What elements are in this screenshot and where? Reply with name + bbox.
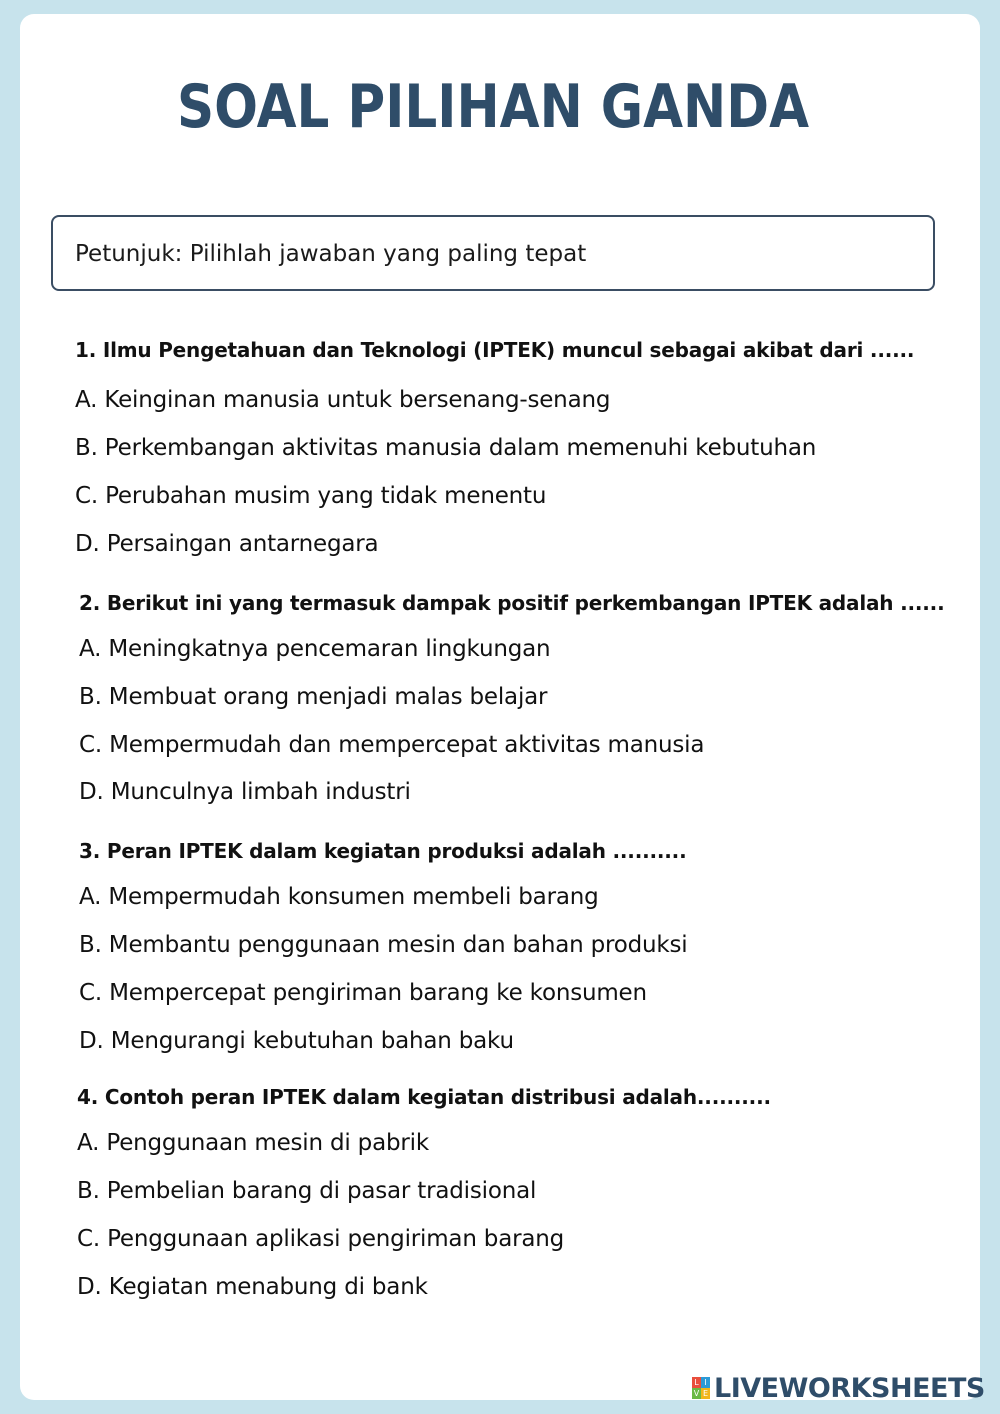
instruction-box: [51, 215, 935, 291]
logo-icon-cell: V: [693, 1389, 700, 1398]
question-2-option-a[interactable]: A. Meningkatnya pencemaran lingkungan: [79, 636, 551, 662]
question-1-option-c[interactable]: C. Perubahan musim yang tidak menentu: [75, 483, 547, 509]
question-3-option-b[interactable]: B. Membantu penggunaan mesin dan bahan produksi: [79, 932, 688, 958]
question-4-option-a[interactable]: A. Penggunaan mesin di pabrik: [77, 1130, 429, 1156]
question-2-option-d[interactable]: D. Munculnya limbah industri: [79, 779, 411, 805]
liveworksheets-logo-icon: [692, 1377, 710, 1399]
question-4-option-d[interactable]: D. Kegiatan menabung di bank: [77, 1274, 428, 1300]
question-3-option-a[interactable]: A. Mempermudah konsumen membeli barang: [79, 884, 599, 910]
question-1-option-b[interactable]: B. Perkembangan aktivitas manusia dalam memenuhi kebutuhan: [75, 435, 817, 461]
question-2-option-c[interactable]: C. Mempermudah dan mempercepat aktivitas manusia: [79, 732, 705, 758]
question-3-option-d[interactable]: D. Mengurangi kebutuhan bahan baku: [79, 1028, 514, 1054]
question-1-option-a[interactable]: A. Keinginan manusia untuk bersenang-senang: [75, 387, 611, 413]
liveworksheets-logo: [692, 1373, 985, 1403]
question-2: 2. Berikut ini yang termasuk dampak positif perkembangan IPTEK adalah ......: [79, 591, 945, 615]
logo-icon-cell: I: [701, 1377, 710, 1388]
logo-icon-cell: E: [702, 1389, 709, 1398]
question-1: 1. Ilmu Pengetahuan dan Teknologi (IPTEK) muncul sebagai akibat dari ......: [75, 338, 915, 362]
question-3-option-c[interactable]: C. Mempercepat pengiriman barang ke konsumen: [79, 980, 647, 1006]
question-4-option-c[interactable]: C. Penggunaan aplikasi pengiriman barang: [77, 1226, 565, 1252]
question-3: 3. Peran IPTEK dalam kegiatan produksi adalah ..........: [79, 839, 687, 863]
question-4: 4. Contoh peran IPTEK dalam kegiatan distribusi adalah..........: [77, 1085, 771, 1109]
logo-text: LIVEWORKSHEETS: [714, 1372, 985, 1404]
question-2-option-b[interactable]: B. Membuat orang menjadi malas belajar: [79, 684, 548, 710]
question-4-option-b[interactable]: B. Pembelian barang di pasar tradisional: [77, 1178, 537, 1204]
question-1-option-d[interactable]: D. Persaingan antarnegara: [75, 531, 379, 557]
instruction-text: Petunjuk: Pilihlah jawaban yang paling tepat: [75, 241, 587, 267]
logo-icon-cell: L: [692, 1377, 701, 1388]
page-title: SOAL PILIHAN GANDA: [176, 72, 810, 142]
